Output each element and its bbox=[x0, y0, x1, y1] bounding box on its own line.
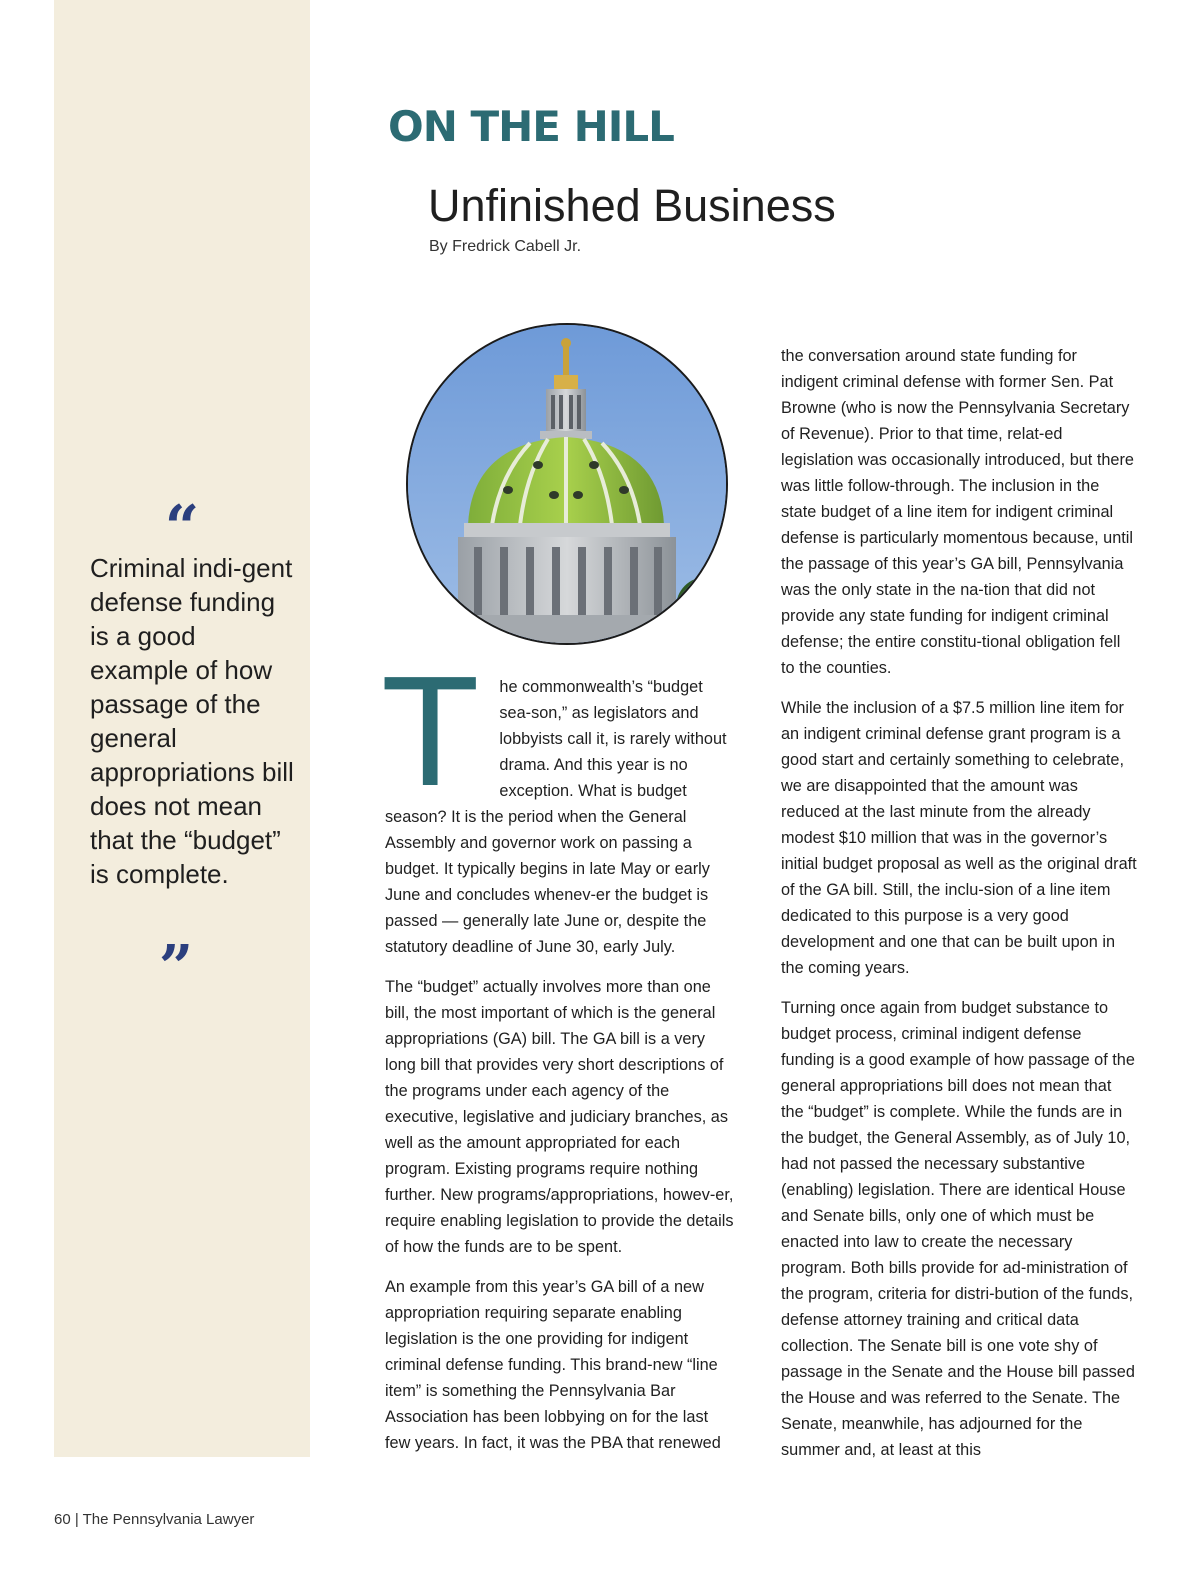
body-paragraph: The “budget” actually involves more than one bill, the most important of which is the general appropriations (GA) bill. The GA bill is a very long bill that provides very short descriptions of the programs under each agency of the executive, legislative and judiciary branches, as well as the amount appropriated for each program. Existing programs require nothing further. New programs/appropriations, howev-er, require enabling legislation to provide the details of how the funds are to be spent. bbox=[385, 978, 734, 1256]
capitol-dome-photo bbox=[406, 323, 728, 645]
pull-quote-text: Criminal indi-gent defense funding is a good example of how passage of the general appropriations bill does not mean that the “budget” is complete. bbox=[90, 553, 294, 889]
body-paragraph: Turning once again from budget substance to budget process, criminal indigent defense funding is a good example of how passage of the general appropriations bill does not mean that the “budget” is complete. While the funds are in the budget, the General Assembly, as of July 10, had not passed the necessary substantive (enabling) legislation. There are identical House and Senate bills, only one of which must be enacted into law to create the necessary program. Both bills provide for ad-ministration of the program, criteria for distri-bution of the funds, defense attorney training and critical data collection. The Senate bill is one vote shy of passage in the Senate and the House bill passed the House and was referred to the Senate. The Senate, meanwhile, has adjourned for the summer and, at least at this bbox=[781, 999, 1135, 1459]
body-column-2 bbox=[781, 343, 1137, 1477]
paragraph-text: he commonwealth’s “budget sea-son,” as legislators and lobbyists call it, is rarely without drama. And this year is no exception. What is budget season? It is the period when the General Assembly and governor work on passing a budget. It typically begins in late May or early June and concludes whenev-er the budget is passed — generally late June or, despite the statutory deadline of June 30, early July. bbox=[385, 678, 727, 956]
body-column-1 bbox=[385, 648, 737, 1470]
body-paragraph: While the inclusion of a $7.5 million line item for an indigent criminal defense grant program is a good start and certainly something to celebrate, we are disappointed that the amount was reduced at the last minute from the already modest $10 million that was in the governor’s initial budget proposal as well as the original draft of the GA bill. Still, the inclu-sion of a line item dedicated to this purpose is a very good development and one that can be built upon in the coming years. bbox=[781, 699, 1137, 977]
body-paragraph bbox=[385, 648, 737, 960]
pull-quote-sidebar bbox=[54, 0, 310, 1457]
page-footer: 60 | The Pennsylvania Lawyer bbox=[54, 1511, 255, 1528]
drop-cap: T bbox=[385, 648, 476, 820]
article-title: Unfinished Business bbox=[428, 180, 836, 231]
body-paragraph: the conversation around state funding for indigent criminal defense with former Sen. Pat Browne (who is now the Pennsylvania Secretary of Revenue). Prior to that time, relat-ed legislation was occasionally introduced, but there was little follow-through. The inclusion in the state budget of a line item for indigent criminal defense is particularly momentous because, until the passage of this year’s GA bill, Pennsylvania was the only state in the na-tion that did not provide any state funding for indigent criminal defense; the entire constitu-tional obligation fell to the counties. bbox=[781, 347, 1134, 677]
close-quote-mark: ” bbox=[158, 933, 194, 1003]
article-byline: By Fredrick Cabell Jr. bbox=[429, 238, 582, 255]
capitol-dome-illustration bbox=[408, 325, 726, 643]
body-paragraph: An example from this year’s GA bill of a new appropriation requiring separate enabling legislation is the one providing for indigent criminal defense funding. This brand-new “line item” is something the Pennsylvania Bar Association has been lobbying on for the last few years. In fact, it was the PBA that renewed bbox=[385, 1278, 721, 1452]
open-quote-mark: “ bbox=[164, 493, 200, 563]
section-label: ON THE HILL bbox=[388, 102, 674, 151]
